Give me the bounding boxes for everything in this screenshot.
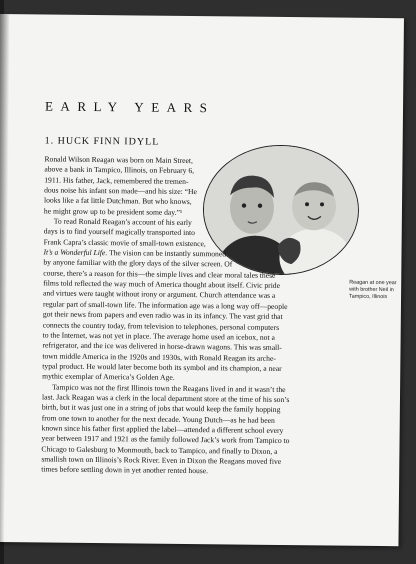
- text-line: got their news from papers and even radio was in its infancy. The vast grid that: [42, 309, 283, 322]
- text-line: connects the country today, from television to telephones, personal computers: [42, 319, 280, 332]
- text-line: Chicago to Galesburg to Monmouth, back to Tampico, and finally to Dixon, a: [41, 444, 278, 456]
- caption-line: Tampico, Illinois: [349, 293, 388, 301]
- text-line: times before settling down in yet another rented house.: [41, 464, 209, 476]
- text-line: year between 1917 and 1921 as the family followed Jack’s work from Tampico to: [41, 433, 290, 446]
- text-line: regular part of small-town life. The information age was a long way off—people: [42, 299, 288, 311]
- caption-line: with brother Neil in: [349, 286, 394, 294]
- text-line: refrigerator, and the ice was delivered in horse-drawn wagons. This was small-: [42, 340, 282, 353]
- paragraph-3: [41, 382, 402, 479]
- text-line: Ronald Wilson Reagan was born on Main Street,: [44, 154, 193, 166]
- text-line: 1911. His father, Jack, remembered the tremen-: [44, 175, 189, 186]
- text-line: above a bank in Tampico, Illinois, on February 6,: [44, 164, 195, 176]
- book-page: [0, 14, 404, 546]
- text-line: last. Jack Reagan was a clerk in the local department store at the time of his son’s: [41, 392, 290, 404]
- text-line: To read Ronald Reagan’s account of his early: [53, 216, 192, 228]
- text-line: Tampico was not the first Illinois town the Reagans lived in and it wasn’t the: [52, 382, 286, 394]
- text-line: Frank Capra’s classic movie of small-town existence,: [43, 237, 206, 248]
- text-line: and virtues were taught without irony or argument. Church attendance was a: [43, 288, 276, 301]
- text-line: he might grow up to be president some day.”¹: [43, 206, 183, 217]
- text-line: to the Internet, was not yet in place. The average home used an icebox, not a: [42, 330, 275, 342]
- text-line: known since his father first applied the label—attended a different school every: [41, 423, 284, 435]
- caption-line: Reagan at one year: [349, 279, 397, 287]
- film-title: It’s a Wonderful Life: [43, 247, 106, 258]
- text-line: smallish town on Illinois’s Rock River. Even in Dixon the Reagans moved five: [41, 454, 282, 466]
- text-line: days is to find yourself magically transported into: [43, 226, 195, 238]
- text-line: town middle America in the 1920s and 1930s, with Ronald Reagan its arche-: [42, 350, 276, 363]
- text-line: dous noise his infant son made—and his size: “He: [44, 185, 197, 197]
- chapter-title: EARLY YEARS: [44, 98, 215, 116]
- paragraph-1: [44, 154, 404, 220]
- text-line: films told reflected the way much of America thought about itself. Civic pride: [43, 278, 281, 291]
- section-heading: 1. HUCK FINN IDYLL: [44, 135, 160, 148]
- text-line: looks like a fat little Dutchman. But who knows,: [44, 195, 192, 207]
- body-text: [41, 154, 404, 478]
- text-line: birth, but it was just one in a string of jobs that would keep the family hopping: [41, 402, 281, 415]
- text-line: course, there’s a reason for this—the simple lives and clear moral tales these: [43, 268, 276, 280]
- text-line: from one town to another for the next decade. Young Dutch—as he had been: [41, 413, 275, 425]
- text-line: It’s a Wonderful Life. The vision can be instantly summoned: [43, 247, 227, 259]
- text-line: by anyone familiar with the glory days of the silver screen. Of: [43, 257, 233, 269]
- text-line: mythic exemplar of America’s Golden Age.: [42, 371, 175, 383]
- paragraph-2: [42, 217, 404, 386]
- text-line: typal product. He would later become both its symbol and its champion, a near: [42, 361, 282, 373]
